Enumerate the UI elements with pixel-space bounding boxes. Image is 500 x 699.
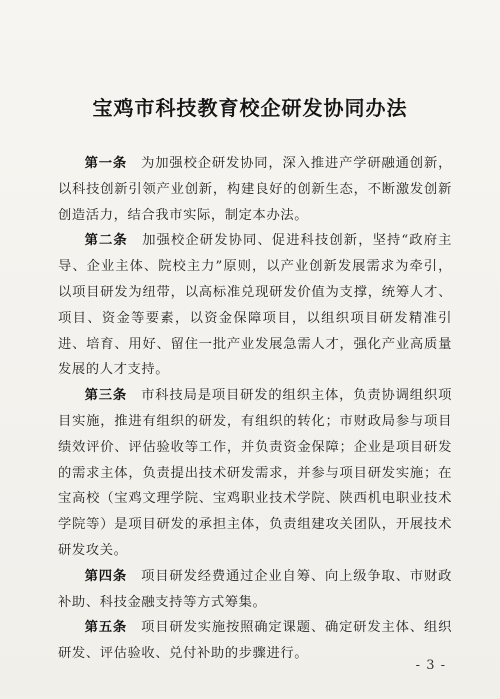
document-body: [58, 151, 452, 667]
article-1: [58, 151, 452, 228]
page-number: - 3 -: [415, 658, 446, 673]
article-text: 项目研发实施按照确定课题、确定研发主体、组织研发、评估验收、兑付补助的步骤进行。: [58, 620, 452, 662]
document-title: 宝鸡市科技教育校企研发协同办法: [92, 96, 408, 120]
article-text: 加强校企研发协同、促进科技创新，坚持“政府主导、企业主体、院校主力”原则，以产业创新发展需求为牵引，以项目研发为纽带，以高标准兑现研发价值为支撑，统筹人才、项目、资金等要素，以资金保障项目，以组织项目研发精准引进、培育、用好、留住一批产业发展急需人才，强化产业高质量发展的人才支持。: [58, 233, 452, 378]
article-2: [58, 228, 452, 383]
article-5: [58, 615, 452, 667]
article-3: [58, 383, 452, 564]
article-label: 第五条: [84, 620, 128, 636]
article-label: 第三条: [84, 388, 128, 404]
article-4: [58, 564, 452, 616]
article-text: 市科技局是项目研发的组织主体，负责协调组织项目实施，推进有组织的研发，有组织的转化；市财政局参与项目绩效评价、评估验收等工作，并负责资金保障；企业是项目研发的需求主体，负责提出技术研发需求，并参与项目研发实施；在宝高校（宝鸡文理学院、宝鸡职业技术学院、陕西机电职业技术学院等）是项目研发的承担主体，负责组建攻关团队，开展技术研发攻关。: [58, 388, 452, 558]
article-label: 第二条: [84, 233, 128, 249]
article-text: 为加强校企研发协同，深入推进产学研融通创新，以科技创新引领产业创新，构建良好的创新生态，不断激发创新创造活力，结合我市实际，制定本办法。: [58, 156, 452, 223]
article-text: 项目研发经费通过企业自筹、向上级争取、市财政补助、科技金融支持等方式筹集。: [58, 568, 452, 610]
article-label: 第一条: [84, 156, 128, 171]
article-label: 第四条: [84, 568, 128, 584]
